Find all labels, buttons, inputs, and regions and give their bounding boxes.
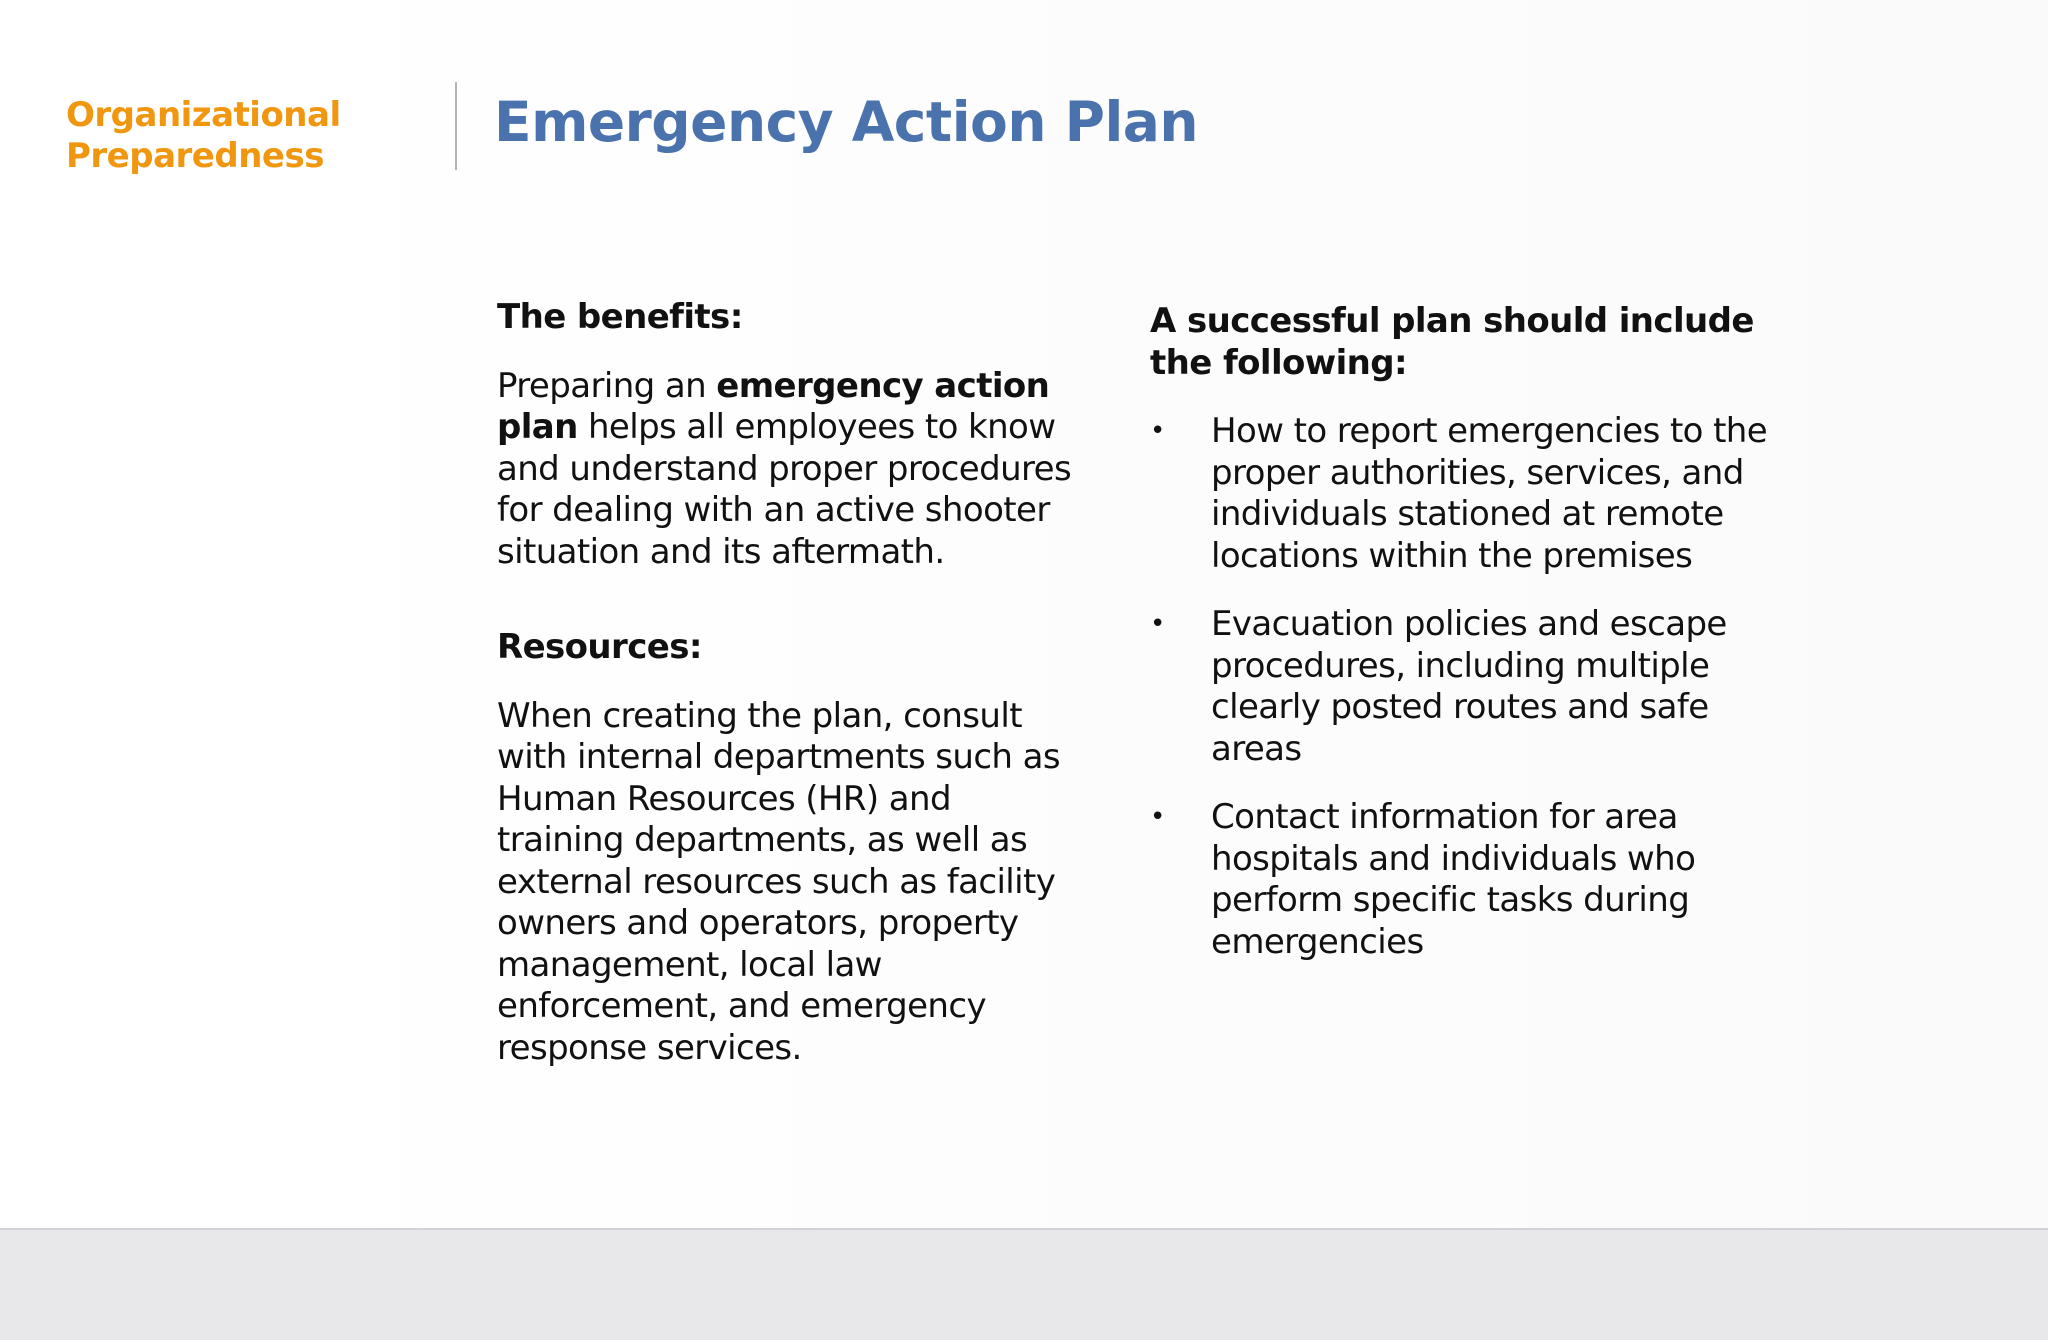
list-item xyxy=(1150,604,1800,770)
benefits-heading: The benefits: xyxy=(497,297,743,337)
left-column xyxy=(497,297,1077,1123)
list-item-text: Evacuation policies and escape procedures, including multiple clearly posted routes and safe areas xyxy=(1211,604,1727,769)
list-item-text: How to report emergencies to the proper authorities, services, and individuals stationed at remote locations within the premises xyxy=(1211,411,1768,576)
list-item xyxy=(1150,797,1800,963)
bottom-bar xyxy=(0,1228,2048,1340)
bullet-icon: • xyxy=(1150,802,1165,832)
section-label xyxy=(66,95,426,177)
page-title: Emergency Action Plan xyxy=(494,90,1199,154)
benefits-text-emphasis: emergency action plan xyxy=(497,365,1050,447)
section-label-line-1: Organizational xyxy=(66,95,341,135)
section-label-line-2: Preparedness xyxy=(66,136,324,176)
resources-heading: Resources: xyxy=(497,627,702,667)
bullet-icon: • xyxy=(1150,609,1165,639)
plan-includes-list xyxy=(1150,411,1800,963)
benefits-paragraph xyxy=(497,366,1077,574)
list-item xyxy=(1150,411,1800,577)
resources-paragraph: When creating the plan, consult with internal departments such as Human Resources (HR) and training departments, as well as external resources such as facility owners and operators, property management, local law enforcement, and emergency response services. xyxy=(497,695,1060,1068)
benefits-text-after: helps all employees to know and understand proper procedures for dealing with an active shooter situation and its aftermath. xyxy=(497,407,1072,572)
list-item-text: Contact information for area hospitals and individuals who perform specific tasks during emergencies xyxy=(1211,797,1696,962)
bullet-icon: • xyxy=(1150,416,1165,446)
plan-includes-heading: A successful plan should include the following: xyxy=(1150,301,1754,383)
benefits-text-before: Preparing an xyxy=(497,365,717,406)
header-divider xyxy=(455,82,457,170)
right-column xyxy=(1150,301,1800,990)
